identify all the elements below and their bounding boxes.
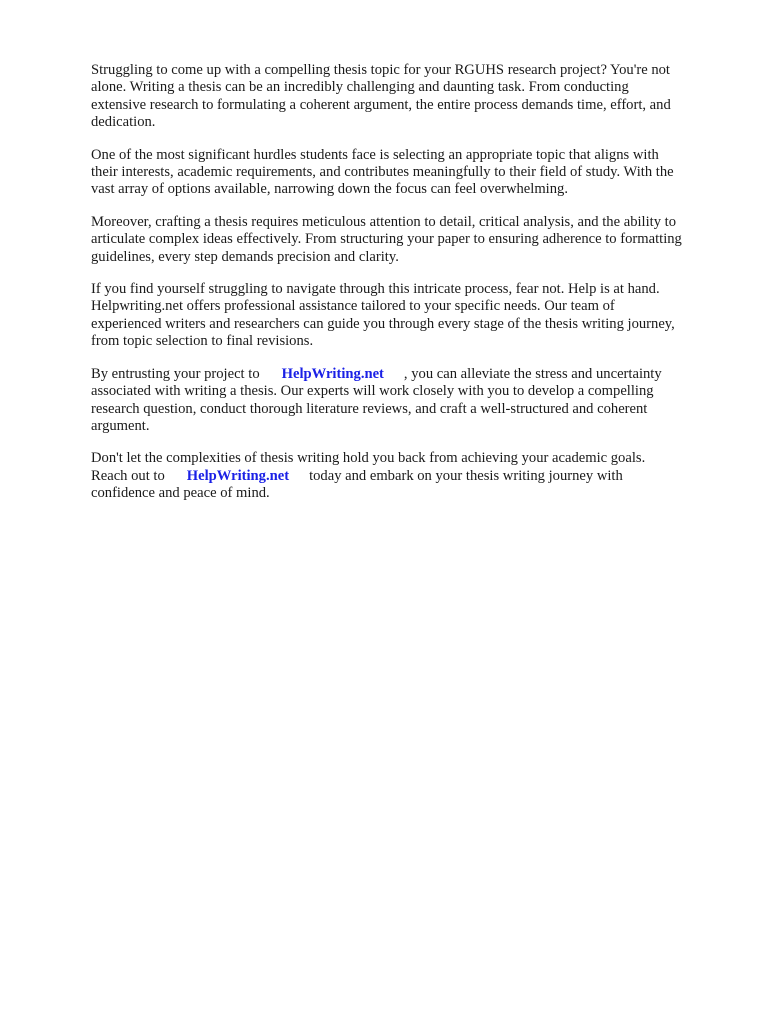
paragraph-intro [91, 62, 728, 132]
helpwriting-link[interactable]: HelpWriting.net [186, 467, 290, 484]
text-line: One of the most significant hurdles students face is selecting an appropriate topic that aligns with [91, 146, 659, 163]
text-line: extensive research to formulating a coherent argument, the entire process demands time, effort, and [91, 96, 671, 113]
helpwriting-link[interactable]: HelpWriting.net [281, 365, 384, 382]
paragraph-help [91, 281, 728, 351]
text-line: argument. [91, 417, 150, 434]
paragraph-topic-selection [91, 147, 728, 199]
text-line: vast array of options available, narrowing down the focus can feel overwhelming. [91, 181, 568, 198]
text-line: If you find yourself struggling to navigate through this intricate process, fear not. Help is at hand. [91, 281, 660, 298]
text-line-with-link [91, 366, 728, 383]
link-lead-text: By entrusting your project to [91, 365, 260, 382]
text-line: research question, conduct thorough literature reviews, and craft a well-structured and coherent [91, 400, 648, 417]
paragraph-closing [91, 450, 728, 502]
text-line: experienced writers and researchers can guide you through every stage of the thesis writing journey, [91, 315, 675, 332]
text-line: alone. Writing a thesis can be an incredibly challenging and daunting task. From conducting [91, 79, 629, 96]
text-line: confidence and peace of mind. [91, 485, 270, 502]
text-line: articulate complex ideas effectively. From structuring your paper to ensuring adherence to formatting [91, 231, 682, 248]
link-trail-text: , you can alleviate the stress and uncertainty [403, 365, 662, 382]
text-line: Don't let the complexities of thesis writing hold you back from achieving your academic goals. [91, 450, 646, 467]
text-line: Moreover, crafting a thesis requires meticulous attention to detail, critical analysis, and the ability to [91, 213, 677, 230]
paragraph-crafting [91, 214, 728, 266]
text-line: Helpwriting.net offers professional assistance tailored to your specific needs. Our team of [91, 298, 615, 315]
text-line: dedication. [91, 114, 156, 131]
text-line: guidelines, every step demands precision and clarity. [91, 248, 399, 265]
text-line: Struggling to come up with a compelling thesis topic for your RGUHS research project? You're not [91, 62, 670, 78]
text-line-with-link [91, 468, 728, 485]
link-lead-text: Reach out to [91, 467, 165, 484]
text-line: their interests, academic requirements, and contributes meaningfully to their field of study. With the [91, 164, 674, 181]
paragraph-entrusting [91, 366, 728, 436]
link-trail-text: today and embark on your thesis writing journey with [309, 467, 623, 484]
text-line: associated with writing a thesis. Our experts will work closely with you to develop a compelling [91, 383, 654, 400]
text-line: from topic selection to final revisions. [91, 333, 314, 350]
